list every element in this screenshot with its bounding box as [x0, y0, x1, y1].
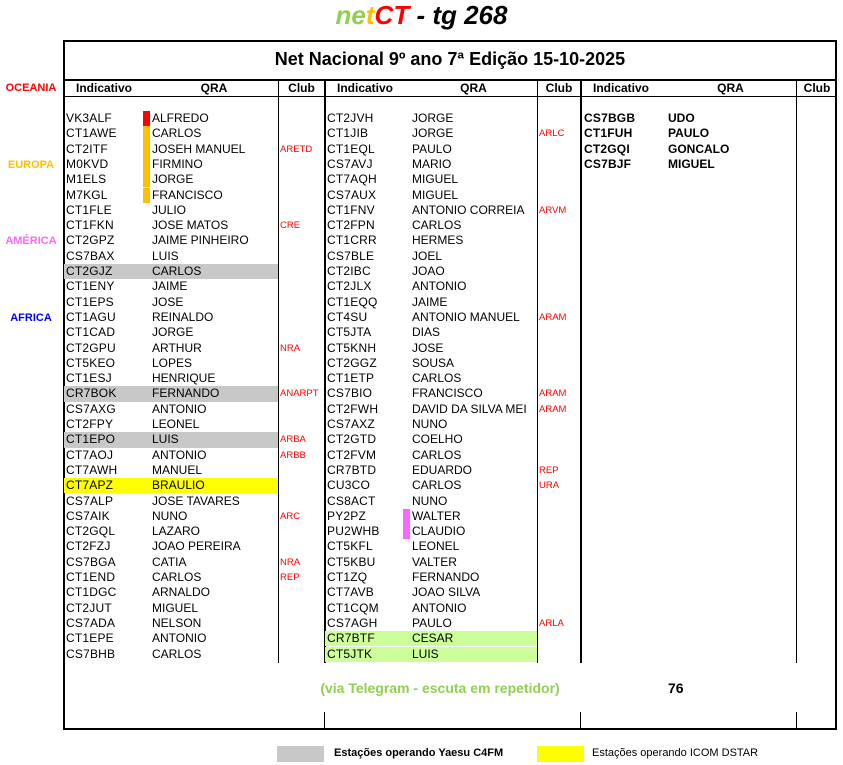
station-callsign: CT2IBC	[327, 264, 371, 278]
station-callsign: CT7APZ	[66, 478, 114, 493]
legend-c4fm-swatch	[277, 746, 324, 762]
station-callsign: CT5JTA	[327, 325, 372, 340]
station-callsign: CT1EQL	[327, 141, 375, 156]
station-callsign: CT2GPZ	[66, 233, 115, 248]
station-qra: WALTER	[412, 508, 461, 523]
header-qra-1: QRA	[200, 81, 228, 95]
station-callsign: CT2JUT	[66, 600, 112, 615]
station-qra: GONCALO	[668, 141, 730, 156]
station-callsign: CT1DGC	[66, 585, 117, 600]
station-qra: JAIME	[412, 294, 448, 309]
station-qra: MIGUEL	[668, 156, 715, 171]
col-divider-2	[580, 80, 582, 663]
station-qra: UDO	[668, 111, 695, 125]
station-qra: MANUEL	[152, 462, 203, 477]
station-callsign: CT1EPE	[66, 631, 114, 646]
station-callsign: CT2GQL	[66, 524, 116, 539]
station-qra: JOAO SILVA	[412, 585, 481, 600]
station-qra: LUIS	[412, 646, 439, 661]
station-qra: JOEL	[412, 248, 443, 263]
header-callsign-3: Indicativo	[592, 81, 649, 95]
station-callsign: CT5KBU	[327, 554, 376, 569]
station-callsign: CS7AGH	[327, 615, 378, 630]
station-qra: PAULO	[412, 141, 452, 156]
station-callsign: CT1ETP	[327, 371, 375, 386]
station-callsign: CT2FPY	[66, 417, 114, 431]
station-callsign: CT1ESJ	[66, 371, 112, 386]
station-callsign: CT7AQH	[327, 172, 377, 187]
station-qra: ARTHUR	[152, 340, 202, 355]
station-qra: JOAO	[412, 264, 445, 278]
station-qra: FRANCISCO	[412, 386, 483, 401]
station-qra: MIGUEL	[152, 600, 199, 615]
station-qra: CARLOS	[152, 264, 202, 278]
station-qra: PAULO	[668, 126, 710, 141]
title-t: t	[365, 0, 375, 30]
station-qra: FERNANDO	[412, 570, 480, 584]
station-qra: ANTONIO CORREIA	[412, 202, 525, 217]
station-qra: JOSE TAVARES	[152, 493, 240, 508]
station-callsign: CT5JTK	[327, 646, 373, 661]
station-callsign: CT2GTD	[327, 432, 377, 447]
station-qra: JOSE MATOS	[152, 218, 229, 233]
station-club: REP	[539, 464, 559, 476]
station-callsign: CT2FWH	[327, 401, 379, 416]
station-club: ARBB	[280, 449, 306, 461]
header-callsign-1: Indicativo	[75, 81, 132, 95]
station-club: ARLC	[539, 128, 565, 140]
station-qra: JAIME	[152, 279, 188, 294]
station-qra: HENRIQUE	[152, 371, 216, 386]
region-america: AMÉRICA	[5, 235, 57, 247]
station-callsign: CS7BGB	[584, 111, 636, 125]
station-callsign: CT1JIB	[327, 126, 369, 141]
station-callsign: CT1FNV	[327, 202, 375, 217]
station-club: ARVM	[539, 204, 567, 216]
station-club: ARAM	[539, 311, 567, 323]
station-qra: LOPES	[152, 355, 193, 370]
station-qra: FRANCISCO	[152, 187, 223, 202]
station-club: URA	[539, 480, 560, 492]
station-callsign: M0KVD	[66, 156, 109, 171]
station-callsign: CT1EPO	[66, 432, 116, 447]
header-club-3: Club	[803, 81, 831, 95]
station-qra: LEONEL	[152, 417, 200, 431]
region-africa: AFRICA	[10, 312, 52, 324]
station-club: ARLA	[539, 617, 564, 629]
station-qra: ANTONIO MANUEL	[412, 309, 520, 324]
station-callsign: VK3ALF	[66, 111, 112, 125]
station-callsign: CT2FVM	[327, 447, 377, 462]
col-divider-1	[324, 80, 326, 663]
station-qra: ANTONIO	[152, 631, 207, 646]
station-callsign: CT1EQQ	[327, 294, 378, 309]
station-callsign: CT2GQI	[584, 141, 630, 156]
header-club-1: Club	[288, 81, 315, 95]
station-qra: DIAS	[412, 325, 441, 340]
station-callsign: CT2ITF	[66, 141, 108, 156]
station-qra: JORGE	[152, 172, 194, 187]
station-qra: MARIO	[412, 156, 452, 171]
station-callsign: CS7BLE	[327, 248, 375, 263]
station-qra: CESAR	[412, 631, 454, 646]
header-divider	[63, 96, 837, 97]
station-club: ARAM	[539, 403, 567, 415]
station-callsign: CT7AOJ	[66, 447, 114, 462]
page-title	[0, 0, 843, 30]
station-callsign: CS7BHB	[66, 646, 116, 661]
station-qra: JOSEH MANUEL	[152, 141, 246, 156]
station-qra: ANTONIO	[412, 600, 467, 615]
station-qra: LAZARO	[152, 524, 201, 539]
col-tick-2	[580, 712, 581, 728]
telegram-note: (via Telegram - escuta em repetidor)	[320, 680, 560, 696]
station-qra: JORGE	[152, 325, 194, 340]
station-qra: HERMES	[412, 233, 464, 248]
station-callsign: CT1END	[66, 570, 116, 584]
station-callsign: M1ELS	[66, 172, 107, 187]
station-callsign: CS7ALP	[66, 493, 114, 508]
station-callsign: CT2GPU	[66, 340, 116, 355]
station-qra: JOSE	[152, 294, 184, 309]
station-qra: JAIME PINHEIRO	[152, 233, 249, 248]
station-club: NRA	[280, 556, 301, 568]
station-callsign: CT1CRR	[327, 233, 377, 248]
station-club: ANARPT	[280, 388, 319, 400]
station-club: ARETD	[280, 143, 313, 155]
title-ne: ne	[335, 0, 366, 30]
station-qra: PAULO	[412, 615, 452, 630]
station-callsign: CT1ZQ	[327, 570, 368, 584]
title-tg: - tg 268	[409, 0, 508, 30]
station-qra: CARLOS	[412, 218, 462, 233]
station-callsign: CS7BJF	[584, 156, 632, 171]
header-qra-2: QRA	[460, 81, 487, 95]
station-callsign: CT7AVB	[327, 585, 374, 600]
header-club-2: Club	[545, 81, 573, 95]
station-callsign: CU3CO	[327, 478, 371, 493]
station-qra: JULIO	[152, 202, 187, 217]
station-callsign: CT1ENY	[66, 279, 115, 294]
station-callsign: CT5KFL	[327, 539, 373, 554]
station-callsign: PU2WHB	[327, 524, 380, 539]
station-callsign: CR7BTD	[327, 462, 377, 477]
station-callsign: CS7AVJ	[327, 156, 373, 171]
station-qra: SOUSA	[412, 355, 455, 370]
station-qra: NUNO	[412, 493, 448, 508]
station-qra: ANTONIO	[152, 401, 207, 416]
net-heading: Net Nacional 9º ano 7ª Edição 15-10-2025	[274, 49, 626, 69]
station-qra: JORGE	[412, 126, 454, 141]
station-club: NRA	[280, 342, 301, 354]
station-club: ARBA	[280, 434, 306, 446]
station-qra: ANTONIO	[412, 279, 467, 294]
station-qra: LUIS	[152, 248, 179, 263]
station-callsign: CS7BIO	[327, 386, 373, 401]
station-qra: NUNO	[152, 508, 188, 523]
station-qra: JOSE	[412, 340, 444, 355]
header-qra-3: QRA	[717, 81, 744, 95]
station-callsign: CS7BGA	[66, 554, 116, 569]
station-qra: FERNANDO	[152, 386, 220, 401]
station-qra: EDUARDO	[412, 462, 473, 477]
station-club: CRE	[280, 220, 301, 232]
col-tick-3	[796, 712, 797, 728]
station-qra: ANTONIO	[152, 447, 207, 462]
station-qra: CARLOS	[152, 646, 202, 661]
station-qra: CARLOS	[412, 447, 462, 462]
station-callsign: CR7BTF	[327, 631, 375, 646]
station-callsign: CT4SU	[327, 309, 368, 324]
station-qra: JOAO PEREIRA	[152, 539, 241, 554]
station-callsign: CT1EPS	[66, 294, 114, 309]
station-callsign: CR7BOK	[66, 386, 117, 401]
legend-dstar-swatch	[537, 746, 584, 762]
station-callsign: CT2GGZ	[327, 355, 377, 370]
col-divider-3a	[796, 80, 797, 663]
station-qra: CARLOS	[412, 371, 462, 386]
station-callsign: CS7AXZ	[327, 417, 375, 431]
station-callsign: CS7ADA	[66, 615, 116, 630]
station-qra: LUIS	[152, 432, 179, 447]
station-qra: MIGUEL	[412, 172, 459, 187]
station-callsign: CT5KNH	[327, 340, 377, 355]
station-callsign: CS8ACT	[327, 493, 376, 508]
station-qra: NUNO	[412, 417, 448, 431]
station-callsign: CT2JLX	[327, 279, 372, 294]
total-count: 76	[668, 680, 684, 696]
legend-c4fm-label: Estações operando Yaesu C4FM	[334, 747, 504, 759]
station-qra: CATIA	[152, 554, 187, 569]
station-qra: REINALDO	[152, 309, 214, 324]
station-callsign: CT1AGU	[66, 309, 116, 324]
header-callsign-2: Indicativo	[336, 81, 393, 95]
legend-dstar-label: Estações operando ICOM DSTAR	[592, 747, 759, 759]
station-callsign: CT1FLE	[66, 202, 112, 217]
station-callsign: CT1FUH	[584, 126, 633, 141]
station-club: ARC	[280, 510, 301, 522]
col-tick-1	[324, 712, 325, 728]
station-callsign: CT5KEO	[66, 355, 116, 370]
col-divider-2a	[537, 80, 538, 663]
station-qra: NELSON	[152, 615, 202, 630]
station-qra: JORGE	[412, 111, 454, 125]
station-qra: CARLOS	[152, 126, 202, 141]
station-club: ARAM	[539, 388, 567, 400]
station-qra: CARLOS	[412, 478, 462, 493]
station-qra: CARLOS	[152, 570, 202, 584]
station-qra: FIRMINO	[152, 156, 203, 171]
station-callsign: CT1CQM	[327, 600, 379, 615]
station-callsign: PY2PZ	[327, 508, 367, 523]
station-qra: BRAULIO	[152, 478, 205, 493]
station-callsign: CT2GJZ	[66, 264, 113, 278]
station-callsign: CT1CAD	[66, 325, 116, 340]
region-europa: EUROPA	[7, 159, 55, 171]
station-callsign: CS7AUX	[327, 187, 377, 202]
station-qra: CLAUDIO	[412, 524, 466, 539]
station-callsign: CS7AIK	[66, 508, 110, 523]
station-callsign: CT1AWE	[66, 126, 117, 141]
station-qra: VALTER	[412, 554, 457, 569]
station-qra: ALFREDO	[152, 111, 209, 125]
station-callsign: CT7AWH	[66, 462, 118, 477]
station-callsign: CS7AXG	[66, 401, 116, 416]
station-callsign: M7KGL	[66, 187, 108, 202]
station-callsign: CT2JVH	[327, 111, 374, 125]
station-qra: MIGUEL	[412, 187, 459, 202]
station-qra: ARNALDO	[152, 585, 211, 600]
station-qra: DAVID DA SILVA MEI	[412, 401, 527, 416]
title-ct: CT	[374, 0, 410, 30]
station-callsign: CT1FKN	[66, 218, 114, 233]
station-callsign: CT2FPN	[327, 218, 375, 233]
station-club: REP	[280, 572, 300, 583]
station-callsign: CT2FZJ	[66, 539, 111, 554]
station-callsign: CS7BAX	[66, 248, 115, 263]
col-divider-1a	[278, 80, 279, 663]
region-oceania: OCEANIA	[5, 82, 57, 94]
station-qra: COELHO	[412, 432, 463, 447]
station-qra: LEONEL	[412, 539, 460, 554]
